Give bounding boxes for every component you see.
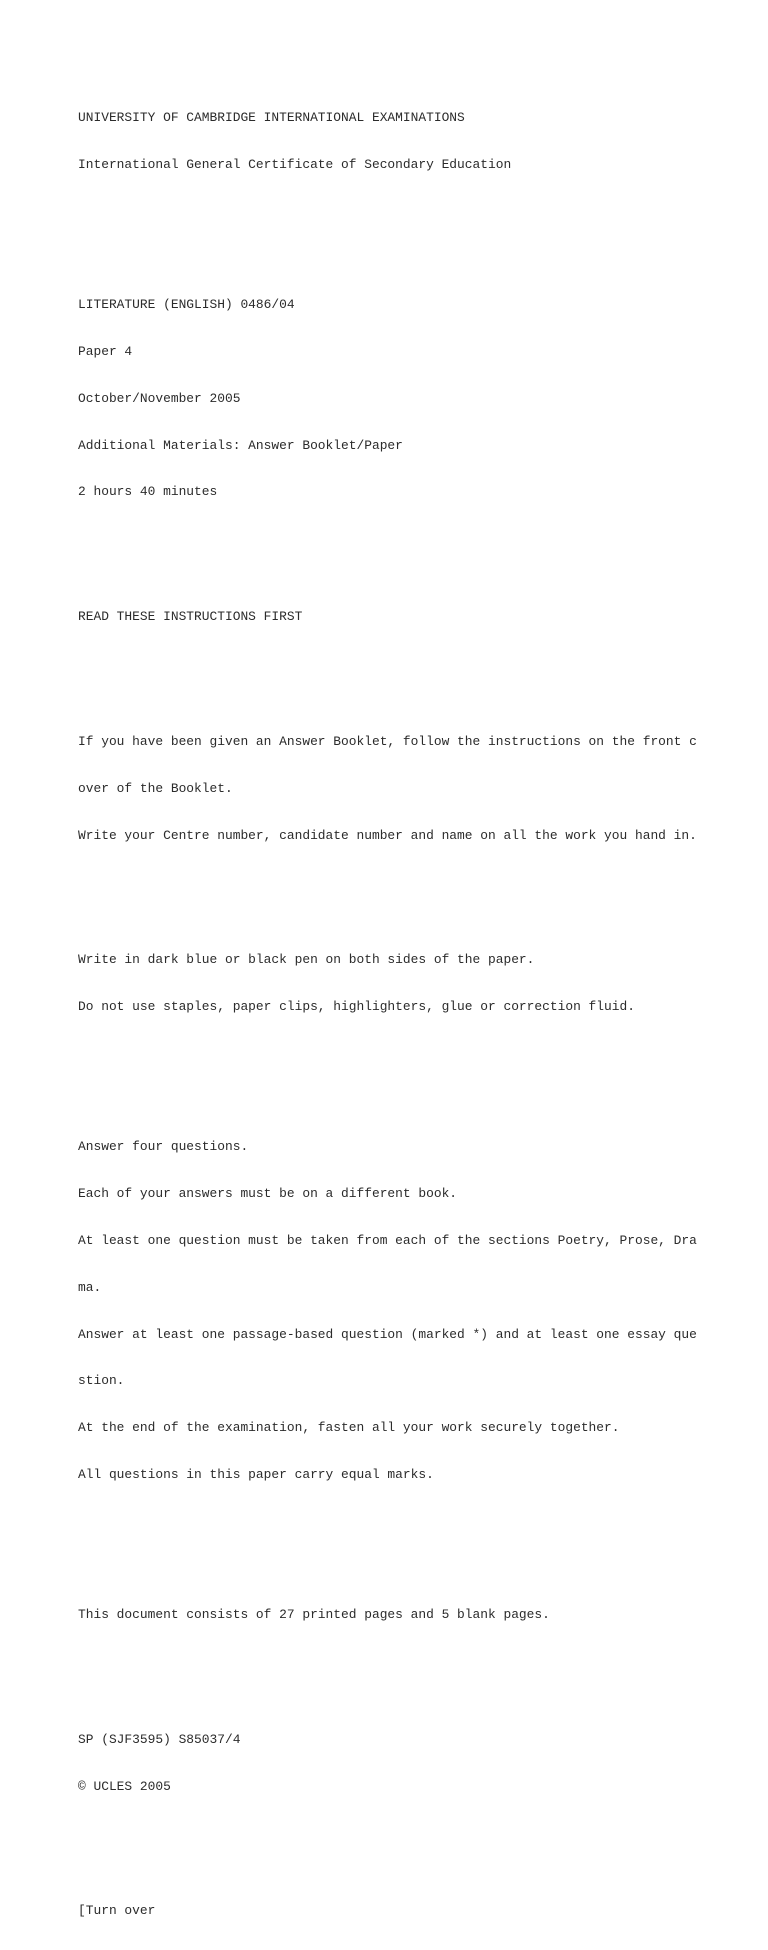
spacer bbox=[78, 1841, 768, 1857]
write-details-instruction: Write your Centre number, candidate number and name on all the work you hand in. bbox=[78, 827, 697, 843]
question-types-rule-line-1: Answer at least one passage-based question (marked *) and at least one essay que bbox=[78, 1326, 697, 1342]
booklet-instruction-line-2: over of the Booklet. bbox=[78, 780, 233, 796]
answer-count-rule: Answer four questions. bbox=[78, 1139, 249, 1155]
pen-instruction: Write in dark blue or black pen on both sides of the paper. bbox=[78, 952, 535, 968]
exam-session: October/November 2005 bbox=[78, 390, 241, 406]
spacer bbox=[78, 890, 768, 906]
spacer bbox=[78, 547, 768, 563]
spacer bbox=[78, 672, 768, 688]
subject-code: LITERATURE (ENGLISH) 0486/04 bbox=[78, 297, 295, 313]
different-book-rule: Each of your answers must be on a different book. bbox=[78, 1186, 458, 1202]
sections-rule-line-1: At least one question must be taken from each of the sections Poetry, Prose, Dra bbox=[78, 1232, 697, 1248]
booklet-instruction-line-1: If you have been given an Answer Booklet, follow the instructions on the front c bbox=[78, 733, 697, 749]
spacer bbox=[78, 219, 768, 250]
qualification-name: International General Certificate of Secondary Education bbox=[78, 156, 512, 172]
paper-number: Paper 4 bbox=[78, 344, 133, 360]
document-reference: SP (SJF3595) S85037/4 bbox=[78, 1731, 241, 1747]
question-types-rule-line-2: stion. bbox=[78, 1373, 125, 1389]
turn-over-note: [Turn over bbox=[78, 1903, 156, 1919]
spacer bbox=[78, 1529, 768, 1560]
fasten-rule: At the end of the examination, fasten all your work securely together. bbox=[78, 1420, 620, 1436]
instructions-heading: READ THESE INSTRUCTIONS FIRST bbox=[78, 609, 303, 625]
exam-duration: 2 hours 40 minutes bbox=[78, 484, 218, 500]
materials-ban-instruction: Do not use staples, paper clips, highlighters, glue or correction fluid. bbox=[78, 999, 635, 1015]
equal-marks-rule: All questions in this paper carry equal marks. bbox=[78, 1466, 434, 1482]
organisation-name: UNIVERSITY OF CAMBRIDGE INTERNATIONAL EXAMINATIONS bbox=[78, 110, 465, 126]
additional-materials: Additional Materials: Answer Booklet/Paper bbox=[78, 437, 403, 453]
copyright-notice: © UCLES 2005 bbox=[78, 1778, 171, 1794]
document-text bbox=[78, 79, 768, 1950]
page-count-statement: This document consists of 27 printed pages and 5 blank pages. bbox=[78, 1607, 550, 1623]
spacer bbox=[78, 1061, 768, 1092]
sections-rule-line-2: ma. bbox=[78, 1279, 102, 1295]
spacer bbox=[78, 1670, 768, 1686]
